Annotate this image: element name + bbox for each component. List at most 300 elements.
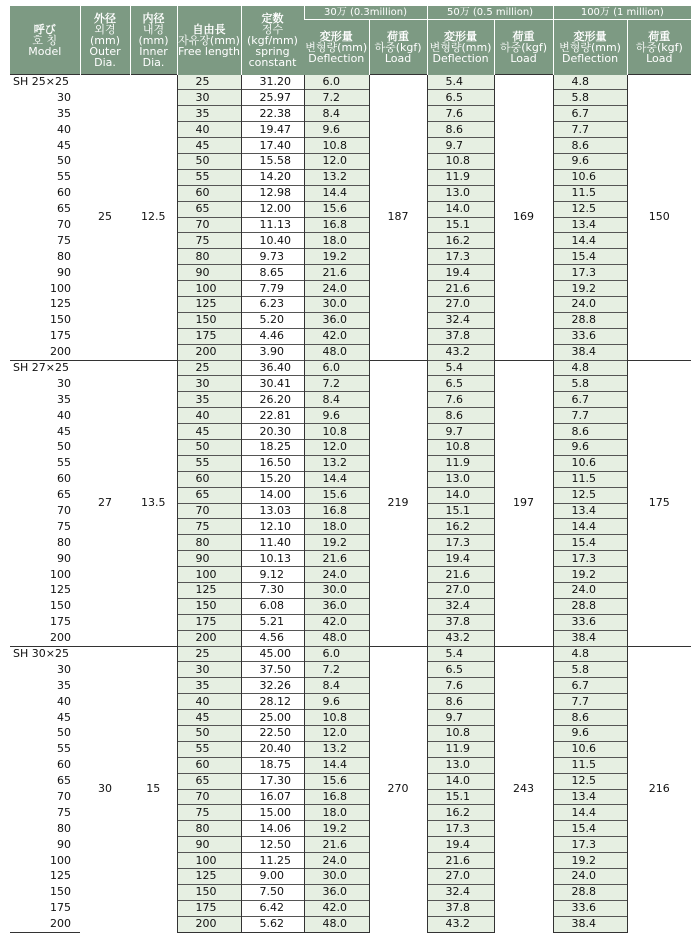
free-length-cell: 90 — [177, 265, 241, 281]
deflection-1m-cell: 7.7 — [553, 408, 627, 424]
deflection-500k-cell: 13.0 — [427, 185, 494, 201]
deflection-1m-cell: 8.6 — [553, 138, 627, 154]
deflection-1m-cell: 6.7 — [553, 106, 627, 122]
deflection-500k-cell: 5.4 — [427, 646, 494, 662]
deflection-300k-cell: 21.6 — [304, 551, 369, 567]
spring-constant-cell: 22.50 — [241, 726, 304, 742]
model-length-cell: 65 — [57, 488, 71, 502]
header-spring-constant: 定数 정수(kgf/mm) spring constant — [241, 6, 304, 75]
deflection-500k-cell: 27.0 — [427, 296, 494, 312]
spring-constant-cell: 13.03 — [241, 503, 304, 519]
model-length-cell: 150 — [50, 599, 71, 613]
free-length-cell: 175 — [177, 328, 241, 344]
model-length-cell: 200 — [50, 630, 71, 644]
free-length-cell: 90 — [177, 837, 241, 853]
deflection-1m-cell: 4.8 — [553, 360, 627, 376]
model-length-cell: 75 — [57, 519, 71, 533]
deflection-300k-cell: 36.0 — [304, 884, 369, 900]
deflection-500k-cell: 14.0 — [427, 201, 494, 217]
deflection-1m-cell: 5.8 — [553, 376, 627, 392]
deflection-300k-cell: 6.0 — [304, 646, 369, 662]
deflection-300k-cell: 7.2 — [304, 90, 369, 106]
model-length-cell: 35 — [57, 106, 71, 120]
spring-constant-cell: 4.46 — [241, 328, 304, 344]
deflection-500k-cell: 15.1 — [427, 789, 494, 805]
deflection-500k-cell: 27.0 — [427, 869, 494, 885]
deflection-300k-cell: 14.4 — [304, 757, 369, 773]
model-length-cell: 75 — [57, 233, 71, 247]
model-length-cell: 40 — [57, 694, 71, 708]
spring-constant-cell: 22.38 — [241, 106, 304, 122]
free-length-cell: 80 — [177, 535, 241, 551]
model-length-cell: 45 — [57, 138, 71, 152]
spring-constant-cell: 14.00 — [241, 487, 304, 503]
deflection-300k-cell: 7.2 — [304, 662, 369, 678]
deflection-300k-cell: 6.0 — [304, 360, 369, 376]
free-length-cell: 80 — [177, 821, 241, 837]
free-length-cell: 65 — [177, 487, 241, 503]
header-model: 呼び 호 칭 Model — [10, 6, 80, 75]
deflection-300k-cell: 10.8 — [304, 138, 369, 154]
model-length-cell: 200 — [10, 916, 80, 932]
deflection-300k-cell: 36.0 — [304, 312, 369, 328]
deflection-1m-cell: 33.6 — [553, 614, 627, 630]
deflection-300k-cell: 12.0 — [304, 726, 369, 742]
model-length-cell: 30 — [57, 90, 71, 104]
spring-constant-cell: 5.21 — [241, 614, 304, 630]
model-length-cell: 65 — [57, 202, 71, 216]
free-length-cell: 50 — [177, 153, 241, 169]
deflection-500k-cell: 11.9 — [427, 455, 494, 471]
spring-constant-cell: 6.42 — [241, 900, 304, 916]
model-length-cell: 50 — [57, 154, 71, 168]
inner-dia-cell: 13.5 — [130, 360, 177, 646]
spring-constant-cell: 5.62 — [241, 916, 304, 932]
free-length-cell: 70 — [177, 217, 241, 233]
deflection-1m-cell: 9.6 — [553, 153, 627, 169]
spring-constant-cell: 14.20 — [241, 169, 304, 185]
deflection-1m-cell: 17.3 — [553, 837, 627, 853]
deflection-500k-cell: 14.0 — [427, 487, 494, 503]
deflection-300k-cell: 48.0 — [304, 916, 369, 932]
free-length-cell: 65 — [177, 201, 241, 217]
deflection-300k-cell: 12.0 — [304, 439, 369, 455]
free-length-cell: 150 — [177, 598, 241, 614]
deflection-300k-cell: 16.8 — [304, 789, 369, 805]
deflection-500k-cell: 6.5 — [427, 376, 494, 392]
load-1m-cell: 175 — [627, 360, 691, 646]
deflection-300k-cell: 14.4 — [304, 471, 369, 487]
deflection-1m-cell: 24.0 — [553, 583, 627, 599]
spring-constant-cell: 37.50 — [241, 662, 304, 678]
spring-constant-cell: 28.12 — [241, 694, 304, 710]
deflection-500k-cell: 5.4 — [427, 75, 494, 90]
model-length-cell: 60 — [57, 186, 71, 200]
spring-constant-cell: 11.25 — [241, 853, 304, 869]
deflection-300k-cell: 8.4 — [304, 106, 369, 122]
free-length-cell: 75 — [177, 519, 241, 535]
deflection-500k-cell: 32.4 — [427, 884, 494, 900]
deflection-1m-cell: 17.3 — [553, 551, 627, 567]
deflection-1m-cell: 6.7 — [553, 678, 627, 694]
spring-constant-cell: 11.40 — [241, 535, 304, 551]
spring-constant-cell: 4.56 — [241, 630, 304, 646]
model-length-cell: 60 — [57, 758, 71, 772]
spring-constant-cell: 45.00 — [241, 646, 304, 662]
free-length-cell: 30 — [177, 376, 241, 392]
free-length-cell: 75 — [177, 233, 241, 249]
model-length-cell: 45 — [57, 424, 71, 438]
spring-constant-cell: 10.13 — [241, 551, 304, 567]
spring-constant-cell: 31.20 — [259, 74, 291, 88]
deflection-1m-cell: 19.2 — [553, 567, 627, 583]
deflection-1m-cell: 15.4 — [553, 535, 627, 551]
deflection-300k-cell: 42.0 — [304, 328, 369, 344]
free-length-cell: 60 — [177, 185, 241, 201]
deflection-500k-cell: 8.6 — [427, 122, 494, 138]
header-deflection-300k: 変形量 변형량(mm) Deflection — [304, 20, 369, 75]
deflection-500k-cell: 19.4 — [427, 551, 494, 567]
spring-constant-cell: 5.20 — [241, 312, 304, 328]
spring-constant-cell: 15.00 — [241, 805, 304, 821]
spring-constant-cell: 30.41 — [241, 376, 304, 392]
deflection-1m-cell: 11.5 — [553, 757, 627, 773]
free-length-cell: 70 — [177, 503, 241, 519]
deflection-300k-cell: 15.6 — [304, 487, 369, 503]
deflection-300k-cell: 8.4 — [304, 392, 369, 408]
model-length-cell: 90 — [57, 265, 71, 279]
free-length-cell: 30 — [177, 662, 241, 678]
spring-constant-cell: 25.97 — [241, 90, 304, 106]
header-deflection-500k: 変形量 변형량(mm) Deflection — [427, 20, 494, 75]
outer-dia-cell: 27 — [80, 360, 130, 646]
deflection-500k-cell: 5.4 — [427, 360, 494, 376]
free-length-cell: 50 — [177, 439, 241, 455]
free-length-cell: 55 — [177, 169, 241, 185]
deflection-1m-cell: 19.2 — [553, 281, 627, 297]
deflection-500k-cell: 19.4 — [427, 837, 494, 853]
deflection-1m-cell: 24.0 — [553, 869, 627, 885]
deflection-300k-cell: 30.0 — [304, 869, 369, 885]
spring-constant-cell: 12.50 — [241, 837, 304, 853]
deflection-1m-cell: 15.4 — [553, 249, 627, 265]
deflection-1m-cell: 33.6 — [553, 900, 627, 916]
free-length-cell: 200 — [177, 344, 241, 360]
deflection-500k-cell: 6.5 — [427, 662, 494, 678]
deflection-500k-cell: 21.6 — [427, 281, 494, 297]
deflection-300k-cell: 18.0 — [304, 519, 369, 535]
deflection-500k-cell: 32.4 — [427, 598, 494, 614]
deflection-500k-cell: 37.8 — [427, 614, 494, 630]
deflection-300k-cell: 9.6 — [304, 122, 369, 138]
model-length-cell: 150 — [50, 885, 71, 899]
free-length-cell: 125 — [177, 296, 241, 312]
model-length-cell: 125 — [50, 297, 71, 311]
free-length-cell: 45 — [177, 710, 241, 726]
free-length-cell: 60 — [177, 757, 241, 773]
deflection-500k-cell: 13.0 — [427, 471, 494, 487]
load-500k-cell: 243 — [494, 646, 553, 932]
model-length-cell: 80 — [57, 535, 71, 549]
spring-constant-cell: 22.81 — [241, 408, 304, 424]
model-length-cell: 150 — [50, 313, 71, 327]
deflection-1m-cell: 28.8 — [553, 312, 627, 328]
deflection-300k-cell: 13.2 — [304, 169, 369, 185]
deflection-500k-cell: 15.1 — [427, 217, 494, 233]
deflection-500k-cell: 21.6 — [427, 567, 494, 583]
model-cell: SH 25×25 — [10, 75, 80, 90]
deflection-1m-cell: 38.4 — [553, 630, 627, 646]
deflection-1m-cell: 10.6 — [553, 741, 627, 757]
spring-constant-cell: 15.20 — [241, 471, 304, 487]
deflection-500k-cell: 8.6 — [427, 408, 494, 424]
deflection-300k-cell: 19.2 — [304, 821, 369, 837]
inner-dia-cell: 15 — [130, 646, 177, 932]
deflection-300k-cell: 18.0 — [304, 805, 369, 821]
deflection-500k-cell: 16.2 — [427, 233, 494, 249]
deflection-500k-cell: 9.7 — [427, 710, 494, 726]
deflection-1m-cell: 24.0 — [553, 296, 627, 312]
spring-constant-cell: 10.40 — [241, 233, 304, 249]
load-500k-cell: 169 — [494, 75, 553, 361]
spring-constant-cell: 25.00 — [241, 710, 304, 726]
deflection-300k-cell: 9.6 — [304, 694, 369, 710]
deflection-300k-cell: 30.0 — [304, 583, 369, 599]
deflection-1m-cell: 13.4 — [553, 503, 627, 519]
free-length-cell: 75 — [177, 805, 241, 821]
free-length-cell: 25 — [177, 646, 241, 662]
model-length-cell: 55 — [57, 742, 71, 756]
deflection-1m-cell: 10.6 — [553, 169, 627, 185]
model-length-cell: 125 — [50, 583, 71, 597]
model-length-cell: 175 — [50, 329, 71, 343]
deflection-1m-cell: 14.4 — [553, 233, 627, 249]
model-length-cell: 30 — [57, 662, 71, 676]
deflection-500k-cell: 43.2 — [427, 630, 494, 646]
deflection-500k-cell: 21.6 — [427, 853, 494, 869]
deflection-300k-cell: 24.0 — [304, 567, 369, 583]
deflection-300k-cell: 7.2 — [304, 376, 369, 392]
deflection-500k-cell: 7.6 — [427, 392, 494, 408]
header-load-300k: 荷重 하중(kgf) Load — [369, 20, 427, 75]
model-length-cell: 30 — [57, 376, 71, 390]
deflection-1m-cell: 5.8 — [553, 662, 627, 678]
deflection-300k-cell: 18.0 — [304, 233, 369, 249]
spring-constant-cell: 18.75 — [241, 757, 304, 773]
spring-constant-cell: 12.00 — [241, 201, 304, 217]
deflection-500k-cell: 37.8 — [427, 900, 494, 916]
free-length-cell: 55 — [177, 455, 241, 471]
deflection-1m-cell: 14.4 — [553, 805, 627, 821]
model-length-cell: 175 — [50, 901, 71, 915]
deflection-300k-cell: 24.0 — [304, 281, 369, 297]
deflection-1m-cell: 28.8 — [553, 884, 627, 900]
deflection-300k-cell: 6.0 — [304, 75, 369, 90]
spring-constant-cell: 26.20 — [241, 392, 304, 408]
spring-constant-cell: 6.23 — [241, 296, 304, 312]
spring-constant-cell: 36.40 — [241, 360, 304, 376]
deflection-1m-cell: 6.7 — [553, 392, 627, 408]
spring-constant-cell: 17.30 — [241, 773, 304, 789]
free-length-cell: 45 — [177, 424, 241, 440]
spring-constant-cell: 20.40 — [241, 741, 304, 757]
spec-table-body — [10, 75, 691, 933]
deflection-1m-cell: 38.4 — [553, 344, 627, 360]
deflection-300k-cell: 21.6 — [304, 837, 369, 853]
free-length-cell: 55 — [177, 741, 241, 757]
model-length-cell: 55 — [57, 170, 71, 184]
deflection-500k-cell: 6.5 — [427, 90, 494, 106]
deflection-300k-cell: 8.4 — [304, 678, 369, 694]
model-length-cell: 125 — [50, 869, 71, 883]
spring-constant-cell: 18.25 — [241, 439, 304, 455]
deflection-1m-cell: 13.4 — [553, 789, 627, 805]
model-length-cell: 80 — [57, 821, 71, 835]
model-length-cell: 60 — [57, 472, 71, 486]
model-length-cell: 40 — [57, 408, 71, 422]
deflection-1m-cell: 14.4 — [553, 519, 627, 535]
deflection-1m-cell: 7.7 — [553, 694, 627, 710]
free-length-cell: 50 — [177, 726, 241, 742]
free-length-cell: 65 — [177, 773, 241, 789]
spring-constant-cell: 9.00 — [241, 869, 304, 885]
model-length-cell: 175 — [50, 615, 71, 629]
table-row — [10, 646, 691, 662]
deflection-1m-cell: 11.5 — [553, 185, 627, 201]
model-length-cell: 80 — [57, 249, 71, 263]
deflection-500k-cell: 15.1 — [427, 503, 494, 519]
free-length-cell: 40 — [177, 694, 241, 710]
header-group-500k: 50万 (0.5 million) — [427, 6, 553, 20]
free-length-cell: 25 — [177, 75, 241, 90]
free-length-cell: 100 — [177, 281, 241, 297]
free-length-cell: 30 — [177, 90, 241, 106]
deflection-300k-cell: 10.8 — [304, 710, 369, 726]
free-length-cell: 70 — [177, 789, 241, 805]
deflection-300k-cell: 9.6 — [304, 408, 369, 424]
deflection-1m-cell: 17.3 — [553, 265, 627, 281]
spring-constant-cell: 12.10 — [241, 519, 304, 535]
spring-constant-cell: 11.13 — [241, 217, 304, 233]
model-length-cell: 70 — [57, 217, 71, 231]
spring-constant-cell: 15.58 — [241, 153, 304, 169]
deflection-1m-cell: 9.6 — [553, 726, 627, 742]
model-length-cell: 100 — [50, 281, 71, 295]
free-length-cell: 40 — [177, 122, 241, 138]
deflection-300k-cell: 16.8 — [304, 217, 369, 233]
deflection-300k-cell: 48.0 — [304, 344, 369, 360]
deflection-500k-cell: 43.2 — [427, 344, 494, 360]
free-length-cell: 175 — [177, 900, 241, 916]
model-length-cell: 75 — [57, 805, 71, 819]
model-length-cell: 100 — [50, 567, 71, 581]
free-length-cell: 200 — [177, 630, 241, 646]
header-inner-dia: 内径 내경(mm) Inner Dia. — [130, 6, 177, 75]
deflection-1m-cell: 12.5 — [553, 201, 627, 217]
deflection-500k-cell: 19.4 — [427, 265, 494, 281]
deflection-500k-cell: 9.7 — [427, 138, 494, 154]
spring-constant-cell: 9.73 — [241, 249, 304, 265]
free-length-cell: 60 — [177, 471, 241, 487]
deflection-1m-cell: 33.6 — [553, 328, 627, 344]
deflection-1m-cell: 9.6 — [553, 439, 627, 455]
deflection-500k-cell: 27.0 — [427, 583, 494, 599]
deflection-500k-cell: 7.6 — [427, 106, 494, 122]
deflection-1m-cell: 10.6 — [553, 455, 627, 471]
free-length-cell: 40 — [177, 408, 241, 424]
header-load-500k: 荷重 하중(kgf) Load — [494, 20, 553, 75]
free-length-cell: 100 — [177, 853, 241, 869]
spring-constant-cell: 32.26 — [241, 678, 304, 694]
deflection-1m-cell: 38.4 — [553, 916, 627, 932]
deflection-1m-cell: 8.6 — [553, 710, 627, 726]
spring-constant-cell: 9.12 — [241, 567, 304, 583]
deflection-1m-cell: 13.4 — [553, 217, 627, 233]
deflection-1m-cell: 4.8 — [553, 646, 627, 662]
deflection-500k-cell: 10.8 — [427, 726, 494, 742]
model-length-cell: 200 — [50, 344, 71, 358]
deflection-300k-cell: 21.6 — [304, 265, 369, 281]
model-length-cell: 45 — [57, 710, 71, 724]
free-length-cell: 35 — [177, 678, 241, 694]
spring-constant-cell: 7.30 — [241, 583, 304, 599]
model-length-cell: 50 — [57, 440, 71, 454]
model-length-cell: 40 — [57, 122, 71, 136]
spring-constant-cell: 8.65 — [241, 265, 304, 281]
model-length-cell: 65 — [57, 774, 71, 788]
deflection-1m-cell: 4.8 — [553, 75, 627, 90]
load-300k-cell: 270 — [369, 646, 427, 932]
deflection-300k-cell: 13.2 — [304, 741, 369, 757]
deflection-300k-cell: 13.2 — [304, 455, 369, 471]
deflection-1m-cell: 15.4 — [553, 821, 627, 837]
spring-constant-cell: 20.30 — [241, 424, 304, 440]
free-length-cell: 150 — [177, 884, 241, 900]
model-length-cell: 35 — [57, 392, 71, 406]
free-length-cell: 125 — [177, 869, 241, 885]
deflection-300k-cell: 16.8 — [304, 503, 369, 519]
deflection-500k-cell: 37.8 — [427, 328, 494, 344]
spring-constant-cell: 14.06 — [241, 821, 304, 837]
deflection-500k-cell: 10.8 — [427, 153, 494, 169]
deflection-1m-cell: 12.5 — [553, 487, 627, 503]
spring-spec-table — [10, 6, 691, 933]
deflection-1m-cell: 11.5 — [553, 471, 627, 487]
deflection-500k-cell: 7.6 — [427, 678, 494, 694]
model-length-cell: 35 — [57, 678, 71, 692]
inner-dia-cell: 12.5 — [130, 75, 177, 361]
deflection-1m-cell: 19.2 — [553, 853, 627, 869]
deflection-300k-cell: 24.0 — [304, 853, 369, 869]
spring-constant-cell: 7.79 — [241, 281, 304, 297]
load-300k-cell: 187 — [369, 75, 427, 361]
load-1m-cell: 150 — [627, 75, 691, 361]
deflection-1m-cell: 28.8 — [553, 598, 627, 614]
free-length-cell: 125 — [177, 583, 241, 599]
free-length-cell: 80 — [177, 249, 241, 265]
deflection-1m-cell: 12.5 — [553, 773, 627, 789]
model-cell: SH 30×25 — [10, 646, 80, 662]
deflection-500k-cell: 17.3 — [427, 535, 494, 551]
deflection-500k-cell: 17.3 — [427, 249, 494, 265]
deflection-500k-cell: 11.9 — [427, 169, 494, 185]
header-load-1m: 荷重 하중(kgf) Load — [627, 20, 691, 75]
deflection-1m-cell: 7.7 — [553, 122, 627, 138]
free-length-cell: 100 — [177, 567, 241, 583]
model-length-cell: 90 — [57, 837, 71, 851]
spring-constant-cell: 16.07 — [241, 789, 304, 805]
load-300k-cell: 219 — [369, 360, 427, 646]
